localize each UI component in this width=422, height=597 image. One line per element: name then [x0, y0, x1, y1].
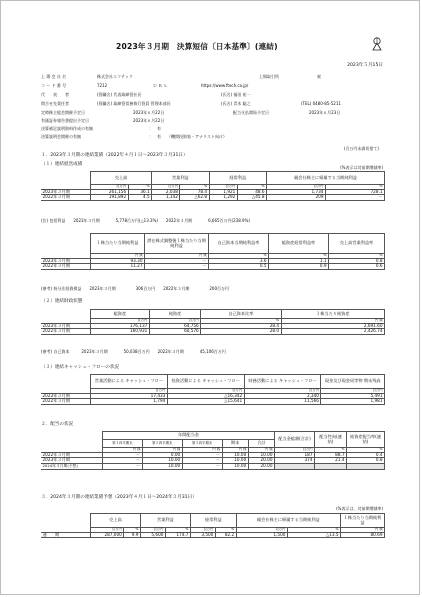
supplement-label: 決算補足説明資料作成の有無 [41, 126, 93, 131]
table-cell: 10.00 [248, 452, 274, 458]
table-cell [347, 463, 385, 469]
table-cell: 純資産配当率(連結) [347, 432, 385, 448]
table-cell [41, 440, 103, 448]
table-cell: － [182, 458, 222, 464]
table-cell: 百万円 [321, 389, 385, 394]
table-cell: 5,600 [140, 532, 165, 538]
table-cell: 728.1 [325, 189, 384, 195]
section5-heading: ３．2024年３月期の連結業績予想（2023年４月１日～2024年３月31日） [41, 495, 197, 500]
table-cell: 百万円 [152, 185, 180, 190]
table-row [41, 463, 385, 469]
table-cell [41, 172, 91, 185]
table-cell: － [145, 264, 209, 270]
contact-name: (氏名) 青木 聡之 [221, 101, 251, 106]
table-cell: － [103, 463, 143, 469]
table-cell: △16,342 [167, 393, 244, 399]
company-name-label: 上 場 会 社 名 [41, 74, 67, 79]
meeting-label: 定時株主総会開催予定日 [41, 110, 85, 115]
table-cell: 176,137 [91, 323, 150, 329]
rep-title: (役職名) 代表取締役社長 [97, 92, 142, 97]
table-row [41, 399, 385, 405]
table-cell: % [165, 528, 190, 533]
rounding-note: (百万円未満切捨て) [343, 146, 379, 151]
contact-label: 問合せ先責任者 [41, 101, 69, 106]
table-cell [41, 234, 91, 254]
table-cell: － [182, 452, 222, 458]
table-cell: 10.00 [222, 458, 248, 464]
table-cell: % [215, 528, 236, 533]
table-cell: 1,921 [209, 189, 237, 195]
table-cell: 1,292 [209, 195, 237, 201]
table-cell: % [237, 185, 266, 190]
financial-position-table [41, 309, 385, 335]
table-cell: 売上高営業利益率 [329, 234, 385, 254]
rep-name: (氏名) 福田 祐一 [221, 92, 251, 97]
table-cell: % [180, 185, 209, 190]
table-cell: 2,038 [152, 189, 180, 195]
table-cell: % [209, 254, 269, 259]
table-cell: 1.1 [269, 258, 329, 264]
table-cell: 円 銭 [91, 254, 145, 259]
table-cell: 160,931 [91, 329, 150, 335]
table-cell: 円 銭 [248, 448, 274, 453]
dividend-start-label: 配当支払開始予定日 [233, 110, 269, 115]
briefing-label: 決算説明会開催の有無 [41, 134, 81, 139]
report-label: 有価証券報告書提出予定日 [41, 118, 89, 123]
table-cell: 百万円 [190, 528, 215, 533]
annual-dividend-header: 年間配当金 [103, 432, 275, 440]
table-cell: % [325, 185, 384, 190]
table-row [41, 532, 385, 538]
table-cell: 営業利益 [152, 172, 209, 185]
table-cell: 百万円 [91, 319, 150, 324]
contact-tel: (TEL) 0480-85-5211 [301, 101, 341, 106]
table-cell: % [269, 254, 329, 259]
document-title: 2023年３月期 決算短信〔日本基準〕(連結) [116, 42, 278, 51]
table-cell: 2,691.60 [281, 323, 384, 329]
meeting-date: 2023年６月22日 [133, 110, 165, 115]
table-cell: 円 銭 [341, 528, 385, 533]
table-cell: 2,340 [244, 393, 321, 399]
table-cell [315, 463, 347, 469]
section1-pct-note: (%表示は対前期増減率) [340, 165, 383, 170]
table-cell: 174.7 [165, 532, 190, 538]
table-cell: １株当たり純資産 [281, 310, 384, 319]
table-cell: 1,981 [321, 399, 385, 405]
table-cell: 20.00 [248, 463, 274, 469]
table-row [41, 514, 385, 528]
table-cell: － [325, 195, 384, 201]
code-label: コ ー ド 番 号 [41, 83, 67, 88]
table-cell: 28.0 [201, 329, 281, 335]
table-cell: 261,156 [91, 189, 129, 195]
supplement-value: ： 有 [149, 126, 161, 131]
table-cell: 1,500 [236, 532, 287, 538]
table-row [41, 195, 385, 201]
table-cell: △45.8 [237, 195, 266, 201]
table-cell: 自己資本当期純利益率 [209, 234, 269, 254]
table-cell: 円 銭 [103, 448, 143, 453]
table-cell: % [201, 319, 281, 324]
table-row [41, 329, 385, 335]
comprehensive-income-note: (注) 包括利益 2023年３月期 5,778百万円(△13.3%) 2022年３月期 6,665百万円(238.9%) [41, 218, 250, 223]
table-cell: 通 期 [41, 532, 91, 538]
table-cell: 10.00 [222, 452, 248, 458]
table-cell: 11.27 [91, 264, 145, 270]
table-cell: 78.4 [180, 189, 209, 195]
company-name: 株式会社エフテック [97, 74, 133, 79]
table-cell: 17,433 [91, 393, 168, 399]
table-cell: 百万円 [140, 528, 165, 533]
table-cell: 0.6 [329, 264, 385, 270]
table-cell [41, 310, 91, 319]
table-cell: 1,142 [152, 195, 180, 201]
table-cell: % [315, 448, 347, 453]
section2-heading: （２）連結財政状態 [41, 299, 83, 304]
table-cell [41, 514, 91, 528]
table-cell: 円 銭 [145, 254, 209, 259]
exchange: 東 [317, 74, 321, 79]
table-cell: % [287, 528, 340, 533]
table-cell: 百万円 [209, 185, 237, 190]
table-cell: 11,566 [244, 399, 321, 405]
table-cell: 2022年３月期 [41, 195, 91, 201]
table-cell: 円 銭 [222, 448, 248, 453]
forecast-table [41, 513, 385, 538]
table-cell: 円 銭 [142, 448, 182, 453]
table-cell: 2022年３月期 [41, 452, 103, 458]
table-cell: 0.8 [347, 458, 385, 464]
table-cell: 20.00 [248, 458, 274, 464]
table-cell: % [124, 528, 141, 533]
table-row [41, 172, 385, 185]
table-cell: % [329, 254, 385, 259]
table-cell: 2023年３月期 [41, 258, 91, 264]
table-cell: 10.00 [222, 463, 248, 469]
table-cell: 287,000 [91, 532, 124, 538]
release-date: 2023年５月15日 [347, 63, 383, 68]
table-cell: 営業利益 [140, 514, 190, 528]
table-cell [41, 375, 91, 389]
table-row [41, 432, 385, 440]
operating-results-table [41, 171, 385, 201]
table-cell: 総資産 [91, 310, 150, 319]
table-cell: － [182, 463, 222, 469]
briefing-value: ： 有 （機関投資家・アナリスト向け） [149, 134, 227, 139]
table-cell [275, 463, 315, 469]
table-cell: 80.69 [341, 532, 385, 538]
table-cell: 2022年３月期 [41, 329, 91, 335]
table-cell: 10.00 [142, 463, 182, 469]
table-row [41, 310, 385, 319]
table-cell: 親会社株主に帰属する当期純利益 [236, 514, 340, 528]
per-share-table [41, 233, 385, 270]
table-cell: 64,756 [149, 323, 200, 329]
table-cell: 2,426.74 [281, 329, 384, 335]
table-cell: 百万円 [236, 528, 287, 533]
table-cell: 3.6 [209, 258, 269, 264]
equity-capital-note: (参考) 自己資本 2023年３月期 50,038百万円 2022年３月期 45,106百万円 [41, 349, 226, 354]
table-cell: 百万円 [91, 185, 129, 190]
table-cell: 2022年３月期 [41, 264, 91, 270]
table-cell: 48.6 [237, 189, 266, 195]
table-cell: 5,491 [321, 393, 385, 399]
table-cell: 374 [275, 458, 315, 464]
table-cell: 第３四半期末 [182, 440, 222, 448]
table-cell: △13.5 [287, 532, 340, 538]
table-cell: △15,641 [167, 399, 244, 405]
table-cell: － [103, 452, 143, 458]
table-row [41, 234, 385, 254]
table-cell: 百万円 [267, 185, 326, 190]
table-cell: 1,734 [267, 189, 326, 195]
table-cell: 10.00 [142, 458, 182, 464]
table-cell: 百万円 [244, 389, 321, 394]
table-row [41, 375, 385, 389]
contact-title: (役職名) 取締役常務執行役員 管理本部長 [97, 101, 171, 106]
company-logo-icon [371, 37, 383, 51]
table-cell: 2022年３月期 [41, 399, 91, 405]
table-cell [41, 432, 103, 440]
table-row [41, 264, 385, 270]
table-cell: － [145, 258, 209, 264]
table-cell: 3,500 [190, 532, 215, 538]
company-url-link[interactable]: https://www.ftech.co.jp/ [201, 83, 249, 88]
table-cell: １株当たり当期純利益 [341, 514, 385, 528]
section1-sub-heading: （１）連結経営成績 [41, 162, 83, 167]
dividend-start-date: 2023年６月23日 [309, 110, 341, 115]
rep-label: 代 表 者 [41, 92, 69, 97]
table-cell: 百万円 [149, 319, 200, 324]
section3-heading: （３）連結キャッシュ・フローの状況 [41, 365, 120, 370]
code-number: 7212 [97, 83, 108, 88]
table-cell: 円 銭 [182, 448, 222, 453]
table-cell: 2023年３月期 [41, 393, 91, 399]
table-cell: 93.30 [91, 258, 145, 264]
table-cell: 4.5 [128, 195, 152, 201]
table-cell: 36.1 [128, 189, 152, 195]
table-cell: 60,576 [149, 329, 200, 335]
table-cell: 2023年３月期 [41, 458, 103, 464]
table-cell: 28.4 [201, 323, 281, 329]
table-cell: 売上高 [91, 172, 152, 185]
table-cell: 209 [267, 195, 326, 201]
table-cell: 2024年３月期(予想) [41, 463, 103, 469]
table-cell: 1,794 [91, 399, 168, 405]
table-cell: 売上高 [91, 514, 141, 528]
table-cell: 187 [275, 452, 315, 458]
table-cell: 191,892 [91, 195, 129, 201]
table-cell: 経常利益 [209, 172, 266, 185]
table-cell: 2023年３月期 [41, 189, 91, 195]
table-cell: 0.9 [269, 264, 329, 270]
table-cell: 経常利益 [190, 514, 236, 528]
table-cell: 0.00 [142, 452, 182, 458]
table-cell: １株当たり当期純利益 [91, 234, 145, 254]
section4-heading: ２．配当の状況 [41, 422, 74, 427]
table-cell: 円 銭 [281, 319, 384, 324]
table-cell: 2023年３月期 [41, 323, 91, 329]
exchange-label: 上場取引所 [259, 74, 279, 79]
table-cell: 現金及び現金同等物 期末残高 [321, 375, 385, 389]
table-cell: 配当金総額(合計) [275, 432, 315, 448]
table-cell: 第２四半期末 [142, 440, 182, 448]
cash-flow-table [41, 374, 385, 405]
section1-heading: １．2023年３月期の連結業績（2022年４月１日～2023年３月31日） [41, 153, 188, 158]
table-cell: 88.7 [315, 452, 347, 458]
equity-method-note: (参考) 持分法投資損益 2023年３月期 306百万円 2022年３月期 200百万円 [41, 286, 230, 291]
table-cell: % [128, 185, 152, 190]
url-label: Ｕ Ｒ Ｌ [153, 83, 168, 88]
table-cell: 財務活動による キャッシュ・フロー [244, 375, 321, 389]
report-date: 2023年６月22日 [133, 118, 165, 123]
table-cell: 期末 [222, 440, 248, 448]
table-cell: 0.8 [329, 258, 385, 264]
table-cell: 0.4 [347, 452, 385, 458]
table-cell: 純資産 [149, 310, 200, 319]
table-cell: 総資産経常利益率 [269, 234, 329, 254]
table-cell: 親会社株主に帰属する当期純利益 [267, 172, 385, 185]
table-cell: 投資活動による キャッシュ・フロー [167, 375, 244, 389]
section5-pct-note: (%表示は、対前期増減率) [336, 506, 383, 511]
dividend-table [41, 431, 385, 470]
table-cell: 百万円 [91, 528, 124, 533]
table-cell: 自己資本比率 [201, 310, 281, 319]
table-cell: 百万円 [91, 389, 168, 394]
table-cell: 百万円 [275, 448, 315, 453]
table-cell: 9.9 [124, 532, 141, 538]
table-cell: 百万円 [167, 389, 244, 394]
table-cell: 営業活動による キャッシュ・フロー [91, 375, 168, 389]
table-cell: 合計 [248, 440, 274, 448]
table-cell: △62.8 [180, 195, 209, 201]
table-cell: － [103, 458, 143, 464]
table-cell: 82.2 [215, 532, 236, 538]
table-cell: 0.5 [209, 264, 269, 270]
table-cell: 第１四半期末 [103, 440, 143, 448]
table-cell: 21.4 [315, 458, 347, 464]
table-cell: 潜在株式調整後１株当たり当期純利益 [145, 234, 209, 254]
table-cell: % [347, 448, 385, 453]
table-cell: 配当性向(連結) [315, 432, 347, 448]
